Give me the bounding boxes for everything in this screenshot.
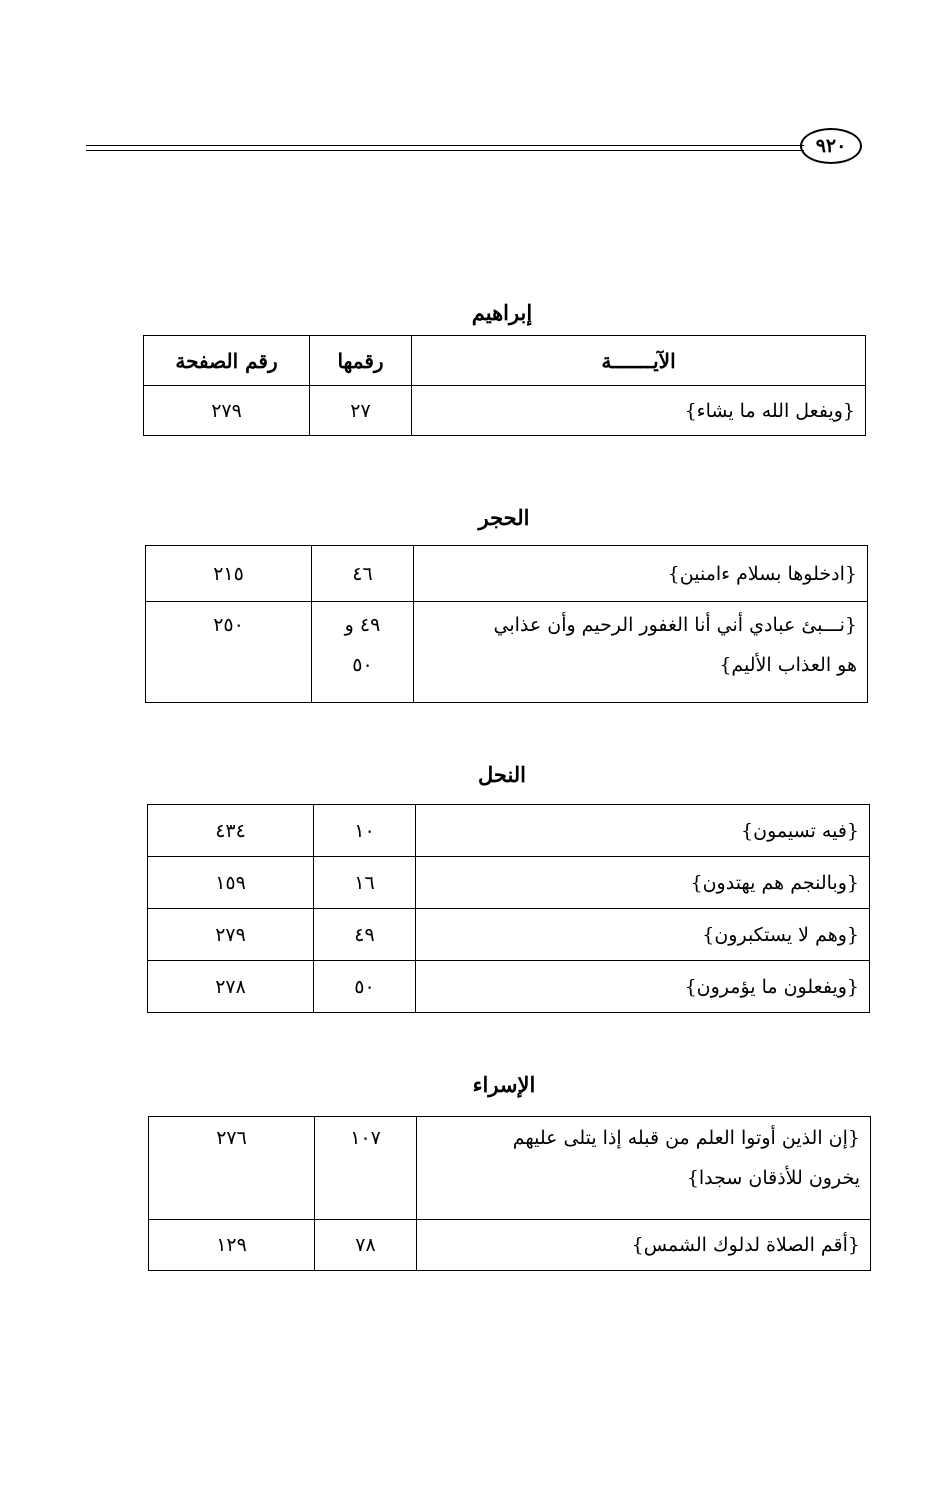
verse-cell: {وبالنجم هم يهتدون} (416, 857, 870, 909)
verse-number-cell: ١٦ (314, 857, 416, 909)
table-row (148, 857, 870, 909)
table-row (149, 1117, 871, 1220)
verse-line-1: {إن الذين أوتوا العلم من قبله إذا يتلى عليهم (512, 1127, 860, 1149)
verse-number-line-2: ٥٠ (352, 654, 373, 676)
verse-cell (417, 1117, 871, 1220)
page-ref-cell: ٢٧٩ (148, 909, 314, 961)
verse-number-cell: ٢٧ (310, 386, 412, 436)
section-title-hijr: الحجر (478, 505, 530, 530)
table-row (149, 1220, 871, 1271)
verse-number-cell: ١٠٧ (315, 1117, 417, 1220)
section-title-ibrahim: إبراهيم (471, 300, 533, 325)
verse-number-cell: ٤٩ (314, 909, 416, 961)
verse-line-2: هو العذاب الأليم} (719, 654, 857, 676)
table-hijr (145, 545, 868, 703)
page-header (86, 128, 862, 168)
page-ref-cell: ٤٣٤ (148, 805, 314, 857)
page-number: ٩٢٠ (800, 128, 862, 164)
section-title-isra: الإسراء (472, 1072, 536, 1097)
table-row (148, 909, 870, 961)
page-ref-cell: ٢٥٠ (146, 602, 312, 703)
verse-cell: {وهم لا يستكبرون} (416, 909, 870, 961)
verse-number-cell: ٥٠ (314, 961, 416, 1013)
table-header-row (144, 336, 866, 386)
table-row (148, 961, 870, 1013)
verse-number-line-1: ٤٩ و (344, 614, 381, 636)
section-title-nahl: النحل (477, 762, 527, 787)
table-row (148, 805, 870, 857)
page-ref-cell: ٢٧٦ (149, 1117, 315, 1220)
table-row (146, 546, 868, 602)
verse-cell: {ويفعلون ما يؤمرون} (416, 961, 870, 1013)
verse-number-cell (312, 602, 414, 703)
table-row (146, 602, 868, 703)
page-ref-cell: ٢٧٨ (148, 961, 314, 1013)
verse-number-cell: ١٠ (314, 805, 416, 857)
table-ibrahim (143, 335, 866, 436)
verse-number-cell: ٤٦ (312, 546, 414, 602)
header-rule (86, 145, 804, 151)
verse-cell: {أقم الصلاة لدلوك الشمس} (417, 1220, 871, 1271)
verse-cell: {ويفعل الله ما يشاء} (412, 386, 866, 436)
page-ref-cell: ٢٧٩ (144, 386, 310, 436)
page-ref-cell: ٢١٥ (146, 546, 312, 602)
verse-number-cell: ٧٨ (315, 1220, 417, 1271)
column-header-verse: الآيـــــــة (412, 336, 866, 386)
column-header-number: رقمها (310, 336, 412, 386)
page-ref-cell: ١٥٩ (148, 857, 314, 909)
page-ref-cell: ١٢٩ (149, 1220, 315, 1271)
table-nahl (147, 804, 870, 1013)
verse-cell (414, 602, 868, 703)
verse-cell: {ادخلوها بسلام ءامنين} (414, 546, 868, 602)
table-isra (148, 1116, 871, 1271)
column-header-page: رقم الصفحة (144, 336, 310, 386)
verse-line-1: {نـــبئ عبادي أني أنا الغفور الرحيم وأن عذابي (493, 614, 857, 636)
verse-cell: {فيه تسيمون} (416, 805, 870, 857)
table-row (144, 386, 866, 436)
verse-line-2: يخرون للأذقان سجدا} (686, 1167, 860, 1189)
